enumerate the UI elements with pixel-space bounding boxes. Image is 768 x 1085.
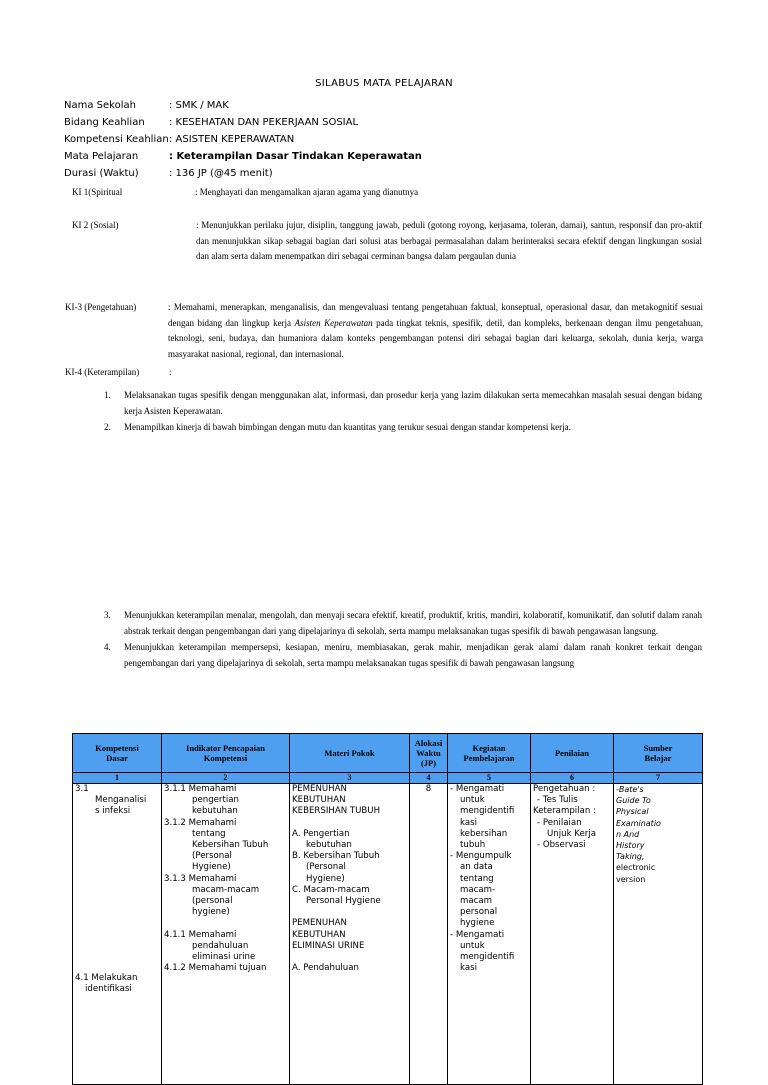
ki1-label: KI 1(Spiritual xyxy=(72,187,123,197)
indikator-line: pendahuluan xyxy=(192,940,249,951)
meta-value: : Keterampilan Dasar Tindakan Keperawatan xyxy=(169,151,422,162)
penilaian-line: Keterampilan : xyxy=(533,806,596,817)
kd-line: s infeksi xyxy=(95,806,131,817)
indikator-line: (personal xyxy=(192,896,233,907)
meta-label: Bidang Keahlian xyxy=(64,117,145,128)
ki3-label: KI-3 (Pengetahuan) xyxy=(65,302,137,312)
ki4-colon: : xyxy=(169,367,172,377)
ki4-header xyxy=(65,365,265,381)
header-line: Alokasi Waktu xyxy=(414,738,443,758)
table-number-row xyxy=(73,773,703,784)
header-line: Belajar xyxy=(644,753,672,763)
penilaian-line: - Penilaian xyxy=(537,817,582,828)
header-line: Pembelajaran xyxy=(463,753,515,763)
column-number: 4 xyxy=(410,773,448,784)
ki1-block xyxy=(72,185,702,201)
kegiatan-line: - Mengamati xyxy=(450,784,505,794)
ki1-text: : Menghayati dan mengamalkan ajaran agama yang dianutnya xyxy=(195,187,419,197)
materi-line: B. Kebersihan Tubuh xyxy=(292,851,380,862)
header-line: Kompetensi xyxy=(95,743,139,753)
materi-line: A. Pendahuluan xyxy=(292,963,359,974)
table-header-row xyxy=(73,734,703,773)
indikator-line: (Personal xyxy=(192,851,232,862)
penilaian-line: Pengetahuan : xyxy=(533,784,596,794)
cell-indikator xyxy=(162,784,290,1085)
meta-value: : 136 JP (@45 menit) xyxy=(169,168,273,179)
ki4-item-number: 2. xyxy=(104,422,111,432)
indikator-line: macam-macam xyxy=(192,884,260,895)
header-line: Materi Pokok xyxy=(324,748,375,758)
materi-line: (Personal xyxy=(306,862,346,873)
sumber-line: Examinatio xyxy=(616,818,661,828)
meta-label: Durasi (Waktu) xyxy=(64,168,139,179)
materi-line: PEMENUHAN xyxy=(292,918,347,929)
materi-line: Hygiene) xyxy=(306,873,345,884)
header-kegiatan xyxy=(448,734,531,773)
header-penilaian xyxy=(531,734,614,773)
kegiatan-line: untuk xyxy=(460,795,485,806)
indikator-line: 3.1.2 Memahami xyxy=(164,817,237,828)
materi-line: C. Macam-macam xyxy=(292,884,370,895)
meta-label: Kompetensi Keahlian xyxy=(64,134,169,145)
sumber-line: Physical xyxy=(616,807,649,817)
ki4-item-text: Menunjukkan keterampilan menalar, mengolah, dan menyaji secara efektif, kreatif, produktif, kritis, mandiri, kolaboratif, komunikatif, dan solutif dalam ranah abstrak terkait dengan pengembangan dari yang dipelajarinya di sekolah, serta mampu melaksanakan tugas spesifik di bawah pengawasan langsung. xyxy=(124,610,702,636)
kd-line: 4.1 Melakukan xyxy=(75,972,138,983)
cell-alokasi-waktu: 8 xyxy=(410,784,448,1085)
penilaian-line: - Observasi xyxy=(537,840,586,851)
indikator-line: Hygiene) xyxy=(192,862,231,873)
header-alokasi-waktu xyxy=(410,734,448,773)
ki4-item-number: 1. xyxy=(104,390,111,400)
header-materi-pokok xyxy=(290,734,410,773)
materi-line: kebutuhan xyxy=(306,840,352,850)
kd-line: 3.1 xyxy=(75,784,89,794)
column-number: 7 xyxy=(614,773,703,784)
kd-line: Menganalisi xyxy=(95,795,147,806)
kegiatan-line: untuk xyxy=(460,940,485,951)
kegiatan-line: mengidentifi xyxy=(460,806,515,817)
kegiatan-line: personal xyxy=(460,907,498,918)
indikator-line: 4.1.1 Memahami xyxy=(164,929,237,940)
indikator-line: eliminasi urine xyxy=(192,952,256,963)
ki3-text-before: : Memahami, menerapkan, menganalisis, dan mengevaluasi tentang pengetahuan faktual, konseptual, operasional dasar, dan metakognitif sesuai dengan bidang dan lingkup kerja xyxy=(168,302,703,328)
indikator-line: 4.1.2 Memahami tujuan xyxy=(164,963,267,974)
ki4-item-text: Menampilkan kinerja di bawah bimbingan dengan mutu dan kuantitas yang terukur sesuai dengan standar kompetensi kerja. xyxy=(124,422,571,432)
syllabus-table xyxy=(72,733,703,1085)
ki2-label: KI 2 (Sosial) xyxy=(72,220,119,230)
column-number: 2 xyxy=(162,773,290,784)
materi-line: Personal Hygiene xyxy=(306,896,381,907)
kegiatan-line: hygiene xyxy=(460,918,495,929)
column-number: 5 xyxy=(448,773,531,784)
kegiatan-line: macam xyxy=(460,896,492,907)
kegiatan-line: macam- xyxy=(460,884,496,895)
ki4-item-number: 4. xyxy=(104,642,111,652)
kegiatan-line: tubuh xyxy=(460,840,486,851)
kegiatan-line: kebersihan xyxy=(460,828,508,839)
header-sumber-belajar xyxy=(614,734,703,773)
kegiatan-line: mengidentifi xyxy=(460,952,515,963)
ki3-block xyxy=(65,300,703,364)
page-title: SILABUS MATA PELAJARAN xyxy=(315,78,453,89)
header-line: Indikator Pencapaian xyxy=(186,743,265,753)
sumber-line: n And xyxy=(616,829,640,839)
penilaian-line: - Tes Tulis xyxy=(537,795,578,806)
table-row xyxy=(73,784,703,1085)
ki4-item-text: Menunjukkan keterampilan mempersepsi, kesiapan, meniru, membiasakan, gerak mahir, menjadikan gerak alami dalam ranah konkret terkait dengan pengembangan dari yang dipelajarinya di sekolah, serta mampu melaksanakan tugas spesifik di bawah pengawasan langsung xyxy=(124,642,702,668)
materi-line: A. Pengertian xyxy=(292,828,350,839)
meta-value: : ASISTEN KEPERAWATAN xyxy=(169,134,295,145)
materi-line: KEBUTUHAN xyxy=(292,929,346,940)
ki4-item xyxy=(104,639,702,671)
sumber-line: -Bate's xyxy=(616,785,644,794)
sumber-line: History xyxy=(616,841,645,851)
penilaian-line: Unjuk Kerja xyxy=(547,828,596,839)
materi-line: ELIMINASI URINE xyxy=(292,940,365,951)
meta-value: : KESEHATAN DAN PEKERJAAN SOSIAL xyxy=(169,117,359,128)
materi-line: PEMENUHAN xyxy=(292,784,347,794)
ki4-item xyxy=(104,387,702,419)
header-line: Kegiatan xyxy=(472,743,506,753)
kegiatan-line: kasi xyxy=(460,963,477,974)
ki4-item-text: Melaksanakan tugas spesifik dengan menggunakan alat, informasi, dan prosedur kerja yang lazim dilakukan serta memecahkan masalah sesuai dengan bidang kerja Asisten Keperawatan. xyxy=(124,390,702,416)
header-kompetensi-dasar xyxy=(73,734,162,773)
kegiatan-line: - Mengamati xyxy=(450,929,505,940)
sumber-line: Guide To xyxy=(616,796,651,806)
kegiatan-line: kasi xyxy=(460,817,477,828)
indikator-line: tentang xyxy=(192,828,226,839)
sumber-line: Taking, xyxy=(616,852,645,862)
header-line: Penilaian xyxy=(554,748,589,758)
ki4-item xyxy=(104,607,702,639)
header-line: Sumber xyxy=(643,743,673,753)
header-line: (JP) xyxy=(420,758,437,768)
kd-line: identifikasi xyxy=(85,983,132,994)
ki2-text: : Menunjukkan perilaku jujur, disiplin, tanggung jawab, peduli (gotong royong, kerjasama, toleran, damai), santun, responsif dan pro-aktif dan menunjukkan sikap sebagai bagian dari solusi atas berbagai permasalahan dalam berinteraksi secara efektif dengan lingkungan sosial dan alam serta dalam menempatkan diri sebagai cerminan bangsa dalam pergaulan dunia xyxy=(196,220,702,262)
materi-line: KEBUTUHAN xyxy=(292,795,346,806)
indikator-line: kebutuhan xyxy=(192,806,238,817)
ki4-label: KI-4 (Keterampilan) xyxy=(65,367,140,377)
indikator-line: 3.1.3 Memahami xyxy=(164,873,237,884)
column-number: 6 xyxy=(531,773,614,784)
header-line: Kompetensi xyxy=(203,753,248,763)
cell-sumber-belajar xyxy=(614,784,703,1085)
ki3-text-after: pada tingkat teknis, spesifik, detil, dan kompleks, berkenaan dengan ilmu pengetahuan, teknologi, seni, budaya, dan humaniora dalam konteks pengembangan potensi diri sebagai bagian dari keluarga, sekolah, dunia kerja, warga masyarakat nasional, regional, dan internasional. xyxy=(168,317,704,359)
kegiatan-line: an data xyxy=(460,862,493,873)
sumber-line: electronic xyxy=(616,863,656,873)
cell-penilaian xyxy=(531,784,614,1085)
ki4-item xyxy=(104,419,702,435)
indikator-line: 3.1.1 Memahami xyxy=(164,784,237,794)
meta-label: Nama Sekolah xyxy=(64,100,136,111)
indikator-line: pengertian xyxy=(192,795,239,806)
column-number: 3 xyxy=(290,773,410,784)
cell-kegiatan xyxy=(448,784,531,1085)
ki2-block xyxy=(72,218,702,282)
cell-materi-pokok xyxy=(290,784,410,1085)
meta-value: : SMK / MAK xyxy=(169,100,229,111)
cell-kompetensi-dasar xyxy=(73,784,162,1085)
ki4-item-number: 3. xyxy=(104,610,111,620)
header-line: Dasar xyxy=(106,753,128,763)
ki4-list-top xyxy=(104,387,702,435)
indikator-line: Kebersihan Tubuh xyxy=(192,840,269,851)
ki4-list-bottom xyxy=(104,607,702,671)
header-indikator xyxy=(162,734,290,773)
ki3-text-italic: Asisten Keperawatan xyxy=(294,317,373,328)
sumber-line: version xyxy=(616,874,646,884)
materi-line: KEBERSIHAN TUBUH xyxy=(292,806,381,817)
ki3-text xyxy=(168,300,703,362)
column-number: 1 xyxy=(73,773,162,784)
meta-label: Mata Pelajaran xyxy=(64,151,139,162)
kegiatan-line: - Mengumpulk xyxy=(450,851,512,862)
indikator-line: hygiene) xyxy=(192,907,230,918)
kegiatan-line: tentang xyxy=(460,873,494,884)
